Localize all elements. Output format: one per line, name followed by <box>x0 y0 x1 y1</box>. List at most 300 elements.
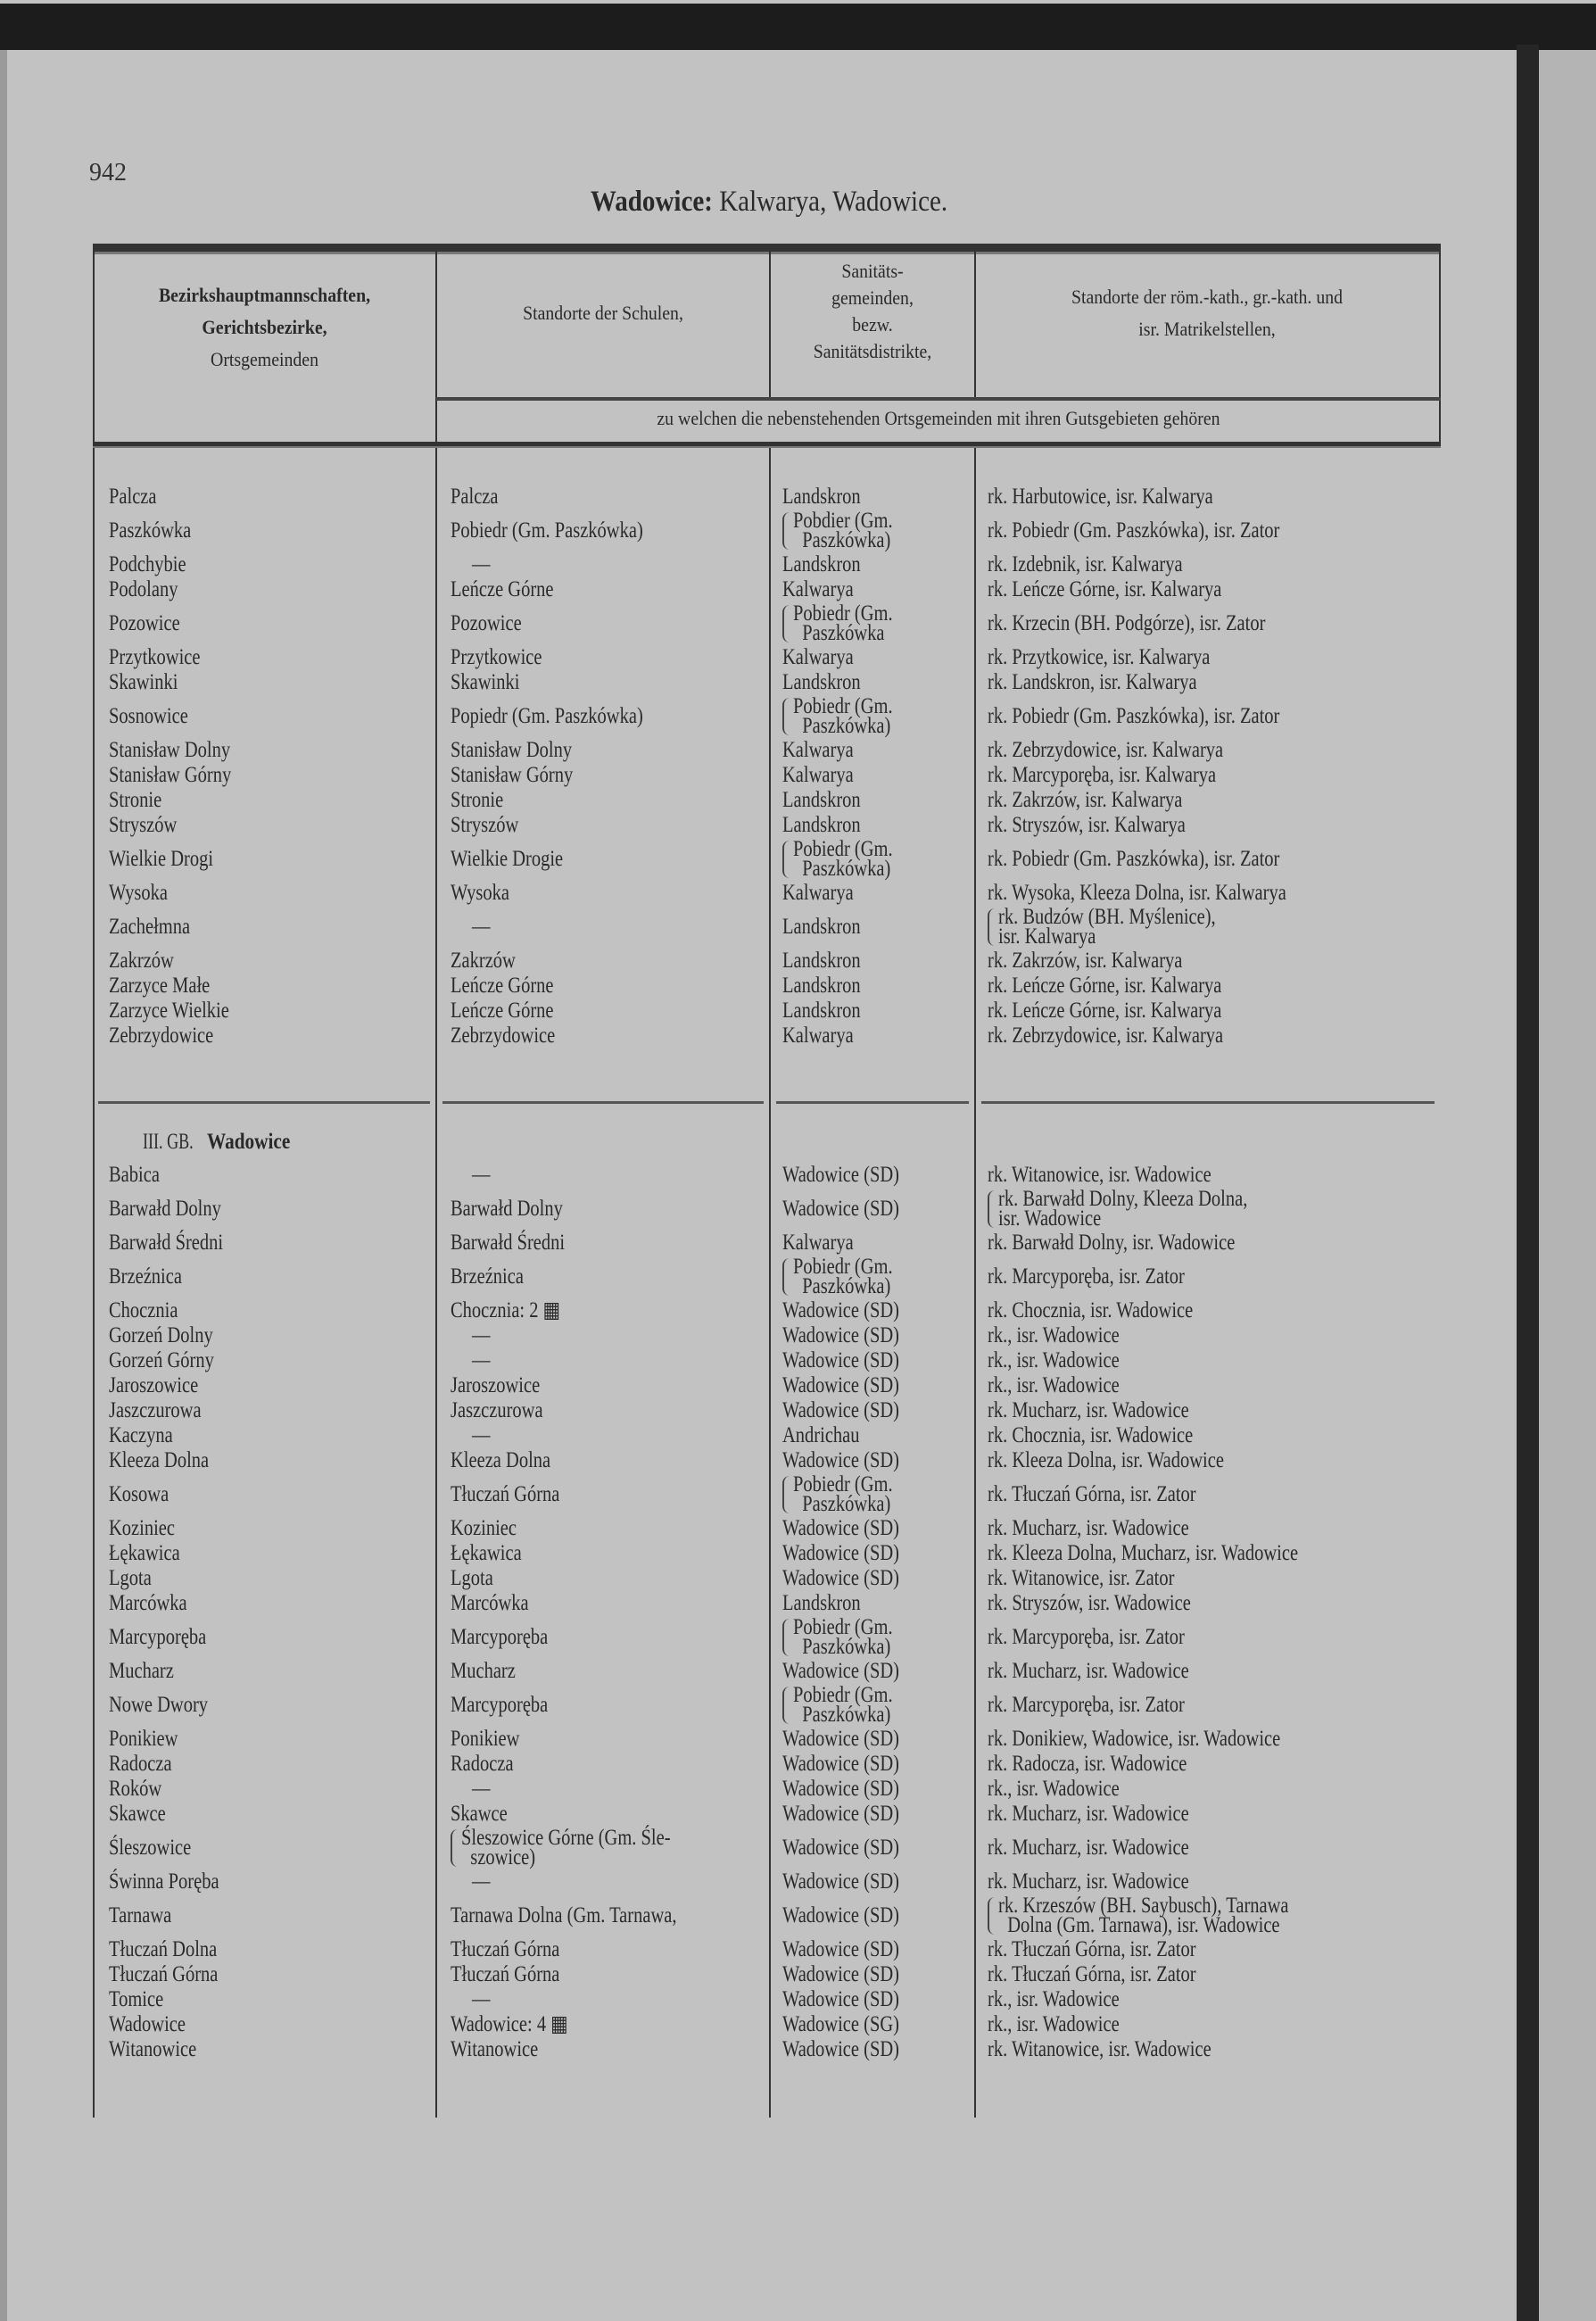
header-line: Bezirkshauptmannschaften, <box>158 284 371 306</box>
sanitary-district-text: Landskron <box>782 813 861 837</box>
table-row <box>93 1937 1441 1962</box>
school-text: Skawce <box>451 1802 508 1826</box>
sanitary-district-text: Kalwarya <box>782 881 854 905</box>
section-wadowice <box>93 1122 1441 2062</box>
school-text: Zakrzów <box>451 949 516 973</box>
municipality-text: Tomice <box>109 1987 164 2011</box>
register-office-cell <box>975 602 1441 645</box>
brace-icon <box>782 1476 791 1513</box>
municipality-text: Witanowice <box>109 2037 197 2061</box>
municipality-text: Podolany <box>109 577 178 601</box>
header-line: Gerichtsbezirke, <box>202 316 327 338</box>
municipality-cell <box>93 1962 436 1987</box>
brace-icon <box>988 1897 996 1935</box>
sanitary-district-cell <box>770 1398 975 1423</box>
table-row <box>93 1777 1441 1802</box>
sanitary-district-cell <box>770 1684 975 1727</box>
municipality-text: Palcza <box>109 485 157 509</box>
sanitary-district-cell <box>770 1188 975 1231</box>
sanitary-district-cell <box>770 1962 975 1987</box>
municipality-text: Marcyporęba <box>109 1625 207 1649</box>
register-office-cell <box>975 1962 1441 1987</box>
register-office-text: rk. Marcyporęba, isr. Kalwarya <box>988 763 1217 787</box>
sanitary-district-text: Kalwarya <box>782 763 854 787</box>
school-cell <box>436 1541 770 1566</box>
header-col-registers <box>998 281 1416 345</box>
section-heading-prefix: III. GB. <box>143 1130 194 1154</box>
municipality-text: Barwałd Średni <box>109 1231 224 1255</box>
school-cell <box>436 1827 770 1869</box>
register-office-cell <box>975 2037 1441 2062</box>
school-cell <box>436 1188 770 1231</box>
school-cell <box>436 645 770 670</box>
school-text: Leńcze Górne <box>451 999 554 1023</box>
school-text: Marcówka <box>451 1591 529 1615</box>
register-office-cell <box>975 788 1441 813</box>
table-row <box>93 2037 1441 2062</box>
register-office-text: rk. Mucharz, isr. Wadowice <box>988 1869 1189 1894</box>
sanitary-district-text: Pobdier (Gm. Paszkówka) <box>793 509 893 552</box>
register-office-cell <box>975 2012 1441 2037</box>
municipality-cell <box>93 1373 436 1398</box>
register-office-cell <box>975 1256 1441 1298</box>
municipality-text: Wielkie Drogi <box>109 847 214 871</box>
table-row <box>93 1752 1441 1777</box>
school-text: — <box>472 1869 491 1894</box>
sanitary-district-text: Wadowice (SD) <box>782 2037 899 2061</box>
school-cell <box>436 1869 770 1894</box>
table-row <box>93 813 1441 838</box>
register-office-text: rk. Tłuczań Górna, isr. Zator <box>988 1937 1196 1961</box>
table-row <box>93 763 1441 788</box>
register-office-text: rk. Izdebnik, isr. Kalwarya <box>988 552 1183 576</box>
municipality-text: Świnna Poręba <box>109 1869 219 1894</box>
sanitary-district-cell <box>770 906 975 949</box>
school-text: Jaszczurowa <box>451 1398 543 1422</box>
register-office-cell <box>975 485 1441 510</box>
school-cell <box>436 510 770 552</box>
register-office-cell <box>975 1937 1441 1962</box>
header-col-schools: Standorte der Schulen, <box>523 302 683 324</box>
table-row <box>93 485 1441 510</box>
municipality-text: Gorzeń Dolny <box>109 1323 213 1347</box>
sanitary-district-cell <box>770 1869 975 1894</box>
school-text: Mucharz <box>451 1659 516 1683</box>
register-office-text: rk. Barwałd Dolny, isr. Wadowice <box>988 1231 1236 1255</box>
sanitary-district-text: Wadowice (SD) <box>782 1566 899 1590</box>
sanitary-district-text: Kalwarya <box>782 1231 854 1255</box>
table-row <box>93 1423 1441 1448</box>
brace-icon <box>782 512 791 550</box>
school-text: Koziniec <box>451 1516 517 1540</box>
school-cell <box>436 738 770 763</box>
school-text: Wadowice: 4 ▦ <box>451 2012 568 2036</box>
school-text: Tłuczań Górna <box>451 1962 560 1986</box>
municipality-cell <box>93 738 436 763</box>
school-text: Śleszowice Górne (Gm. Śle- szowice) <box>461 1826 671 1869</box>
register-office-cell <box>975 738 1441 763</box>
school-cell <box>436 1659 770 1684</box>
municipality-cell <box>93 1894 436 1937</box>
register-office-cell <box>975 1541 1441 1566</box>
school-cell <box>436 1777 770 1802</box>
sanitary-district-text: Wadowice (SD) <box>782 1802 899 1826</box>
register-office-text: rk. Harbutowice, isr. Kalwarya <box>988 485 1213 509</box>
school-text: Pobiedr (Gm. Paszkówka) <box>451 518 643 543</box>
register-office-text: rk. Mucharz, isr. Wadowice <box>988 1659 1189 1683</box>
sanitary-district-cell <box>770 1256 975 1298</box>
municipality-text: Babica <box>109 1163 160 1187</box>
sanitary-district-cell <box>770 645 975 670</box>
sanitary-district-text: Wadowice (SD) <box>782 1962 899 1986</box>
sanitary-district-cell <box>770 1752 975 1777</box>
table-row <box>93 577 1441 602</box>
school-text: Popiedr (Gm. Paszkówka) <box>451 704 643 728</box>
school-text: Wielkie Drogie <box>451 847 564 871</box>
school-cell <box>436 1616 770 1659</box>
register-office-text: rk. Zakrzów, isr. Kalwarya <box>988 788 1183 812</box>
sanitary-district-cell <box>770 881 975 906</box>
school-cell <box>436 1323 770 1348</box>
school-text: Stryszów <box>451 813 519 837</box>
municipality-cell <box>93 1516 436 1541</box>
sanitary-district-cell <box>770 974 975 999</box>
school-text: Marcyporęba <box>451 1693 549 1717</box>
table-row <box>93 695 1441 738</box>
sanitary-district-cell <box>770 788 975 813</box>
municipality-text: Kleeza Dolna <box>109 1448 210 1472</box>
register-office-cell <box>975 1869 1441 1894</box>
municipality-cell <box>93 1827 436 1869</box>
table-row <box>93 949 1441 974</box>
register-office-text: rk. Zakrzów, isr. Kalwarya <box>988 949 1183 973</box>
register-office-text: rk. Donikiew, Wadowice, isr. Wadowice <box>988 1727 1281 1751</box>
school-text: — <box>472 1163 491 1187</box>
school-text: Wysoka <box>451 881 509 905</box>
brace-icon <box>782 698 791 735</box>
sanitary-district-cell <box>770 510 975 552</box>
school-text: Tłuczań Górna <box>451 1937 560 1961</box>
school-cell <box>436 577 770 602</box>
sanitary-district-text: Wadowice (SD) <box>782 1903 899 1927</box>
sanitary-district-cell <box>770 1777 975 1802</box>
school-cell <box>436 1894 770 1937</box>
municipality-text: Tłuczań Górna <box>109 1962 219 1986</box>
scan-border-top <box>0 4 1596 50</box>
school-text: Marcyporęba <box>451 1625 549 1649</box>
municipality-cell <box>93 1684 436 1727</box>
sanitary-district-cell <box>770 838 975 881</box>
register-office-cell <box>975 974 1441 999</box>
scan-border-left <box>0 50 7 2321</box>
register-office-text: rk. Tłuczań Górna, isr. Zator <box>988 1962 1196 1986</box>
municipality-cell <box>93 1802 436 1827</box>
table-row <box>93 1516 1441 1541</box>
school-text: — <box>472 915 491 939</box>
register-office-text: rk. Chocznia, isr. Wadowice <box>988 1423 1194 1447</box>
municipality-text: Lgota <box>109 1566 152 1590</box>
municipality-cell <box>93 949 436 974</box>
register-office-text: rk. Landskron, isr. Kalwarya <box>988 670 1197 694</box>
brace-icon <box>782 1258 791 1296</box>
table-row <box>93 1473 1441 1516</box>
sanitary-district-cell <box>770 1937 975 1962</box>
municipality-cell <box>93 1777 436 1802</box>
table-row <box>93 999 1441 1024</box>
register-office-text: rk. Marcyporęba, isr. Zator <box>988 1625 1185 1649</box>
sanitary-district-cell <box>770 1373 975 1398</box>
municipality-text: Śleszowice <box>109 1836 192 1860</box>
school-cell <box>436 1752 770 1777</box>
brace-icon <box>451 1829 459 1867</box>
register-office-text: rk. Leńcze Górne, isr. Kalwarya <box>988 974 1222 998</box>
school-cell <box>436 602 770 645</box>
school-cell <box>436 1231 770 1256</box>
municipality-cell <box>93 510 436 552</box>
sanitary-district-cell <box>770 1591 975 1616</box>
sanitary-district-text: Pobiedr (Gm. Paszkówka <box>793 601 893 645</box>
municipality-text: Radocza <box>109 1752 172 1776</box>
school-text: Leńcze Górne <box>451 577 554 601</box>
table-row <box>93 1541 1441 1566</box>
gazetteer-table <box>93 244 1441 2118</box>
sanitary-district-text: Wadowice (SD) <box>782 1727 899 1751</box>
sanitary-district-cell <box>770 1516 975 1541</box>
register-office-text: rk. Mucharz, isr. Wadowice <box>988 1802 1189 1826</box>
register-office-cell <box>975 510 1441 552</box>
sanitary-district-cell <box>770 1541 975 1566</box>
register-office-cell <box>975 1894 1441 1937</box>
school-cell <box>436 881 770 906</box>
register-office-text: rk. Marcyporęba, isr. Zator <box>988 1693 1185 1717</box>
sanitary-district-text: Landskron <box>782 974 861 998</box>
table-row <box>93 788 1441 813</box>
school-text: Skawinki <box>451 670 520 694</box>
school-cell <box>436 763 770 788</box>
municipality-cell <box>93 1188 436 1231</box>
sanitary-district-text: Landskron <box>782 670 861 694</box>
page-number: 942 <box>89 159 127 187</box>
section-separator <box>98 1101 430 1104</box>
sanitary-district-text: Wadowice (SD) <box>782 1298 899 1322</box>
sanitary-district-cell <box>770 695 975 738</box>
register-office-text: rk., isr. Wadowice <box>988 1348 1120 1372</box>
sanitary-district-cell <box>770 2037 975 2062</box>
column-divider <box>769 244 771 399</box>
municipality-text: Stanisław Dolny <box>109 738 231 762</box>
table-row <box>93 670 1441 695</box>
sanitary-district-text: Wadowice (SD) <box>782 1836 899 1860</box>
facing-page-edge <box>1539 50 1596 2321</box>
sanitary-district-cell <box>770 2012 975 2037</box>
municipality-cell <box>93 788 436 813</box>
sanitary-district-cell <box>770 1566 975 1591</box>
school-cell <box>436 2012 770 2037</box>
page-title <box>92 186 1445 219</box>
school-cell <box>436 838 770 881</box>
subheader-text: zu welchen die nebenstehenden Ortsgemeinden mit ihren Gutsgebieten gehören <box>657 407 1220 429</box>
register-office-text: rk. Mucharz, isr. Wadowice <box>988 1836 1189 1860</box>
school-text: — <box>472 1323 491 1347</box>
sanitary-district-cell <box>770 1802 975 1827</box>
table-row <box>93 1298 1441 1323</box>
school-cell <box>436 1024 770 1049</box>
municipality-text: Brzeźnica <box>109 1264 182 1289</box>
sanitary-district-text: Wadowice (SG) <box>782 2012 899 2036</box>
register-office-cell <box>975 670 1441 695</box>
register-office-cell <box>975 763 1441 788</box>
school-cell <box>436 1163 770 1188</box>
municipality-cell <box>93 1869 436 1894</box>
register-office-text: rk. Stryszów, isr. Wadowice <box>988 1591 1191 1615</box>
municipality-text: Zachełmna <box>109 915 191 939</box>
section-separator <box>981 1101 1435 1104</box>
sanitary-district-cell <box>770 1987 975 2012</box>
sanitary-district-cell <box>770 552 975 577</box>
school-text: Stanisław Dolny <box>451 738 573 762</box>
register-office-cell <box>975 1163 1441 1188</box>
table-row <box>93 1348 1441 1373</box>
municipality-text: Pozowice <box>109 611 180 635</box>
table-row <box>93 974 1441 999</box>
school-text: Lgota <box>451 1566 493 1590</box>
municipality-cell <box>93 974 436 999</box>
municipality-text: Chocznia <box>109 1298 178 1322</box>
register-office-cell <box>975 1802 1441 1827</box>
sanitary-district-text: Landskron <box>782 788 861 812</box>
table-row <box>93 1869 1441 1894</box>
register-office-text: rk. Pobiedr (Gm. Paszkówka), isr. Zator <box>988 518 1280 543</box>
municipality-text: Przytkowice <box>109 645 201 669</box>
sanitary-district-text: Andrichau <box>782 1423 860 1447</box>
register-office-text: rk. Barwałd Dolny, Kleeza Dolna, isr. Wadowice <box>998 1187 1248 1231</box>
school-cell <box>436 552 770 577</box>
municipality-text: Skawce <box>109 1802 166 1826</box>
sanitary-district-cell <box>770 1894 975 1937</box>
book-gutter <box>1517 45 1539 2321</box>
municipality-text: Wysoka <box>109 881 168 905</box>
table-row <box>93 1323 1441 1348</box>
register-office-text: rk. Kleeza Dolna, isr. Wadowice <box>988 1448 1224 1472</box>
register-office-text: rk. Kleeza Dolna, Mucharz, isr. Wadowice <box>988 1541 1299 1565</box>
sanitary-district-text: Wadowice (SD) <box>782 1659 899 1683</box>
municipality-text: Stanisław Górny <box>109 763 232 787</box>
municipality-text: Podchybie <box>109 552 186 576</box>
sanitary-district-cell <box>770 1231 975 1256</box>
sanitary-district-text: Wadowice (SD) <box>782 1197 899 1221</box>
municipality-cell <box>93 1473 436 1516</box>
register-office-cell <box>975 1373 1441 1398</box>
title-bold: Wadowice: <box>590 186 713 218</box>
sanitary-district-text: Wadowice (SD) <box>782 1987 899 2011</box>
municipality-text: Koziniec <box>109 1516 175 1540</box>
school-text: Witanowice <box>451 2037 539 2061</box>
sanitary-district-cell <box>770 1348 975 1373</box>
register-office-text: rk. Krzeszów (BH. Saybusch), Tarnawa Dolna (Gm. Tarnawa), isr. Wadowice <box>998 1894 1289 1937</box>
municipality-cell <box>93 602 436 645</box>
school-text: Tarnawa Dolna (Gm. Tarnawa, <box>451 1903 677 1927</box>
municipality-cell <box>93 1752 436 1777</box>
sanitary-district-text: Wadowice (SD) <box>782 1777 899 1801</box>
register-office-cell <box>975 1448 1441 1473</box>
table-row <box>93 1373 1441 1398</box>
register-office-cell <box>975 1323 1441 1348</box>
municipality-cell <box>93 1659 436 1684</box>
sanitary-district-text: Kalwarya <box>782 577 854 601</box>
section-wadowice-rows <box>93 1163 1441 2062</box>
register-office-cell <box>975 1684 1441 1727</box>
register-office-text: rk., isr. Wadowice <box>988 1777 1120 1801</box>
sanitary-district-cell <box>770 1616 975 1659</box>
municipality-text: Zarzyce Wielkie <box>109 999 229 1023</box>
table-row <box>93 2012 1441 2037</box>
school-text: Pozowice <box>451 611 522 635</box>
register-office-cell <box>975 1024 1441 1049</box>
sanitary-district-text: Wadowice (SD) <box>782 1516 899 1540</box>
header-line: isr. Matrikelstellen, <box>1138 318 1276 340</box>
register-office-cell <box>975 1827 1441 1869</box>
school-cell <box>436 1373 770 1398</box>
municipality-text: Nowe Dwory <box>109 1693 209 1717</box>
municipality-cell <box>93 1348 436 1373</box>
table-row <box>93 645 1441 670</box>
register-office-text: rk. Przytkowice, isr. Kalwarya <box>988 645 1211 669</box>
register-office-text: rk. Budzów (BH. Myślenice), isr. Kalwarya <box>998 905 1216 949</box>
school-cell <box>436 485 770 510</box>
municipality-cell <box>93 1163 436 1188</box>
school-text: Leńcze Górne <box>451 974 554 998</box>
school-cell <box>436 1398 770 1423</box>
register-office-text: rk. Chocznia, isr. Wadowice <box>988 1298 1194 1322</box>
municipality-cell <box>93 1937 436 1962</box>
sanitary-district-cell <box>770 949 975 974</box>
sanitary-district-cell <box>770 1323 975 1348</box>
table-row <box>93 1894 1441 1937</box>
school-cell <box>436 2037 770 2062</box>
municipality-cell <box>93 1987 436 2012</box>
sanitary-district-cell <box>770 670 975 695</box>
sanitary-district-text: Landskron <box>782 999 861 1023</box>
register-office-text: rk. Witanowice, isr. Wadowice <box>988 1163 1211 1187</box>
register-office-cell <box>975 1231 1441 1256</box>
municipality-text: Skawinki <box>109 670 178 694</box>
sanitary-district-cell <box>770 763 975 788</box>
municipality-cell <box>93 1448 436 1473</box>
header-line: Ortsgemeinden <box>211 348 318 370</box>
sanitary-district-text: Pobiedr (Gm. Paszkówka) <box>793 1683 893 1727</box>
sanitary-district-cell <box>770 1827 975 1869</box>
sanitary-district-text: Pobiedr (Gm. Paszkówka) <box>793 837 893 881</box>
register-office-cell <box>975 1423 1441 1448</box>
school-cell <box>436 1987 770 2012</box>
table-row <box>93 1591 1441 1616</box>
sanitary-district-cell <box>770 999 975 1024</box>
sanitary-district-text: Wadowice (SD) <box>782 1752 899 1776</box>
school-cell <box>436 1802 770 1827</box>
register-office-text: rk. Radocza, isr. Wadowice <box>988 1752 1187 1776</box>
column-divider <box>974 244 976 399</box>
register-office-cell <box>975 645 1441 670</box>
register-office-text: rk. Mucharz, isr. Wadowice <box>988 1516 1189 1540</box>
municipality-cell <box>93 1727 436 1752</box>
sanitary-district-cell <box>770 485 975 510</box>
municipality-text: Mucharz <box>109 1659 174 1683</box>
sanitary-district-text: Wadowice (SD) <box>782 1373 899 1397</box>
school-text: Kleeza Dolna <box>451 1448 551 1472</box>
brace-icon <box>782 841 791 878</box>
school-text: Ponikiew <box>451 1727 520 1751</box>
table-row <box>93 552 1441 577</box>
